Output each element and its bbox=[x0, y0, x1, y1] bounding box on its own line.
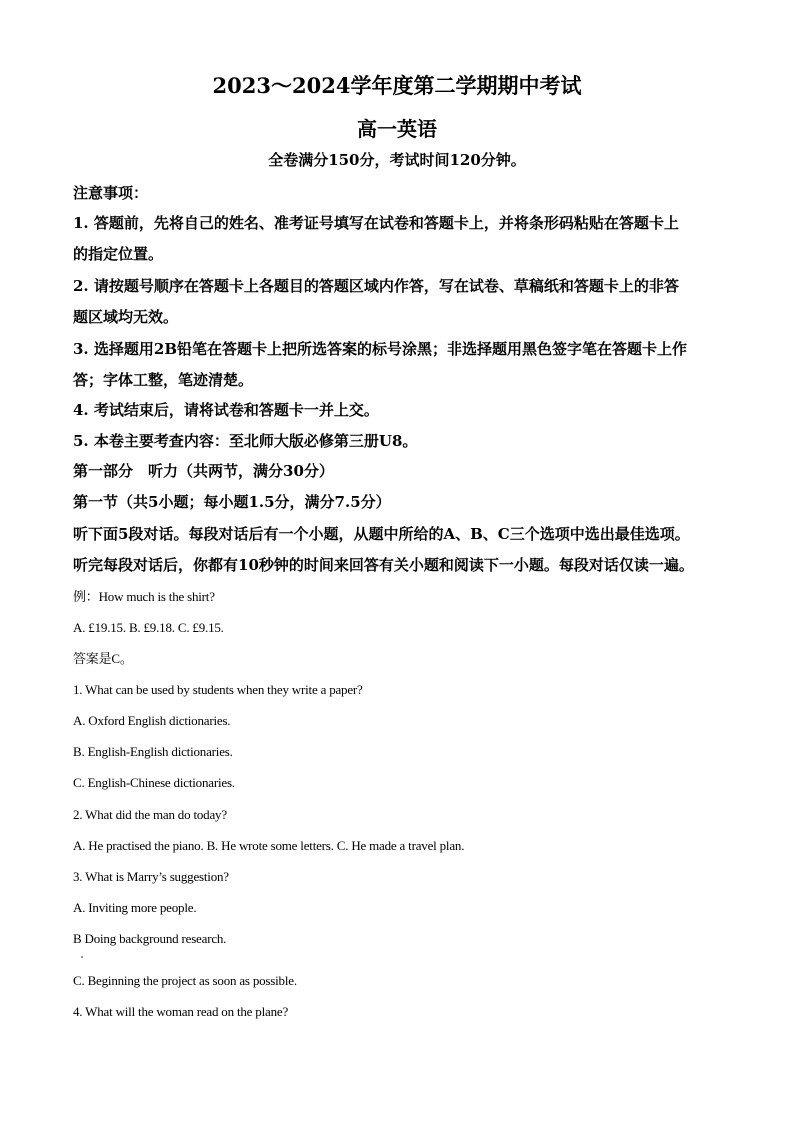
question-4: 4. What will the woman read on the plane? bbox=[73, 1004, 289, 1019]
option-3a: A. Inviting more people. bbox=[73, 900, 197, 915]
note-line: 的指定位置。 bbox=[73, 245, 164, 263]
example-options: A. £19.15. B. £9.18. C. £9.15. bbox=[73, 620, 224, 635]
section-instruction: 听完每段对话后，你都有10秒钟的时间来回答有关小题和阅读下一小题。每段对话仅读一遍。 bbox=[73, 556, 694, 574]
section-part: 第一部分 听力（共两节，满分30分） bbox=[73, 462, 334, 480]
question-2: 2. What did the man do today? bbox=[73, 807, 227, 822]
options-2: A. He practised the piano. B. He wrote some letters. C. He made a travel plan. bbox=[73, 838, 465, 853]
subject-title: 高一英语 bbox=[357, 117, 437, 141]
option-3b: B Doing background research. bbox=[73, 931, 227, 946]
note-line: 答；字体工整，笔迹清楚。 bbox=[73, 371, 254, 389]
exam-info: 全卷满分150分，考试时间120分钟。 bbox=[268, 151, 526, 169]
note-line: 5. 本卷主要考查内容：至北师大版必修第三册U8。 bbox=[73, 432, 418, 450]
note-line: 题区域均无效。 bbox=[73, 308, 179, 326]
notes-heading: 注意事项： bbox=[73, 184, 149, 202]
note-line: 1. 答题前，先将自己的姓名、准考证号填写在试卷和答题卡上，并将条形码粘贴在答题卡上 bbox=[73, 214, 679, 232]
question-1: 1. What can be used by students when they write a paper? bbox=[73, 682, 363, 697]
option-1c: C. English-Chinese dictionaries. bbox=[73, 775, 235, 790]
note-line: 4. 考试结束后，请将试卷和答题卡一并上交。 bbox=[73, 401, 379, 419]
option-1a: A. Oxford English dictionaries. bbox=[73, 713, 231, 728]
section-instruction: 听下面5段对话。每段对话后有一个小题，从题中所给的A、B、C三个选项中选出最佳选项。 bbox=[73, 525, 690, 543]
option-1b: B. English-English dictionaries. bbox=[73, 744, 233, 759]
note-line: 3. 选择题用2B铅笔在答题卡上把所选答案的标号涂黑；非选择题用黑色签字笔在答题卡上作 bbox=[73, 340, 688, 358]
example-question: 例：How much is the shirt? bbox=[73, 589, 215, 604]
section-sub: 第一节（共5小题；每小题1.5分，满分7.5分） bbox=[73, 493, 391, 511]
example-answer: 答案是C。 bbox=[73, 651, 133, 666]
option-3c: C. Beginning the project as soon as possible. bbox=[73, 973, 297, 988]
question-3: 3. What is Marry’s suggestion? bbox=[73, 869, 229, 884]
note-line: 2. 请按题号顺序在答题卡上各题目的答题区域内作答，写在试卷、草稿纸和答题卡上的非答 bbox=[73, 277, 679, 295]
exam-title: 2023～2024学年度第二学期期中考试 bbox=[212, 73, 582, 98]
stray-dot bbox=[81, 956, 83, 958]
